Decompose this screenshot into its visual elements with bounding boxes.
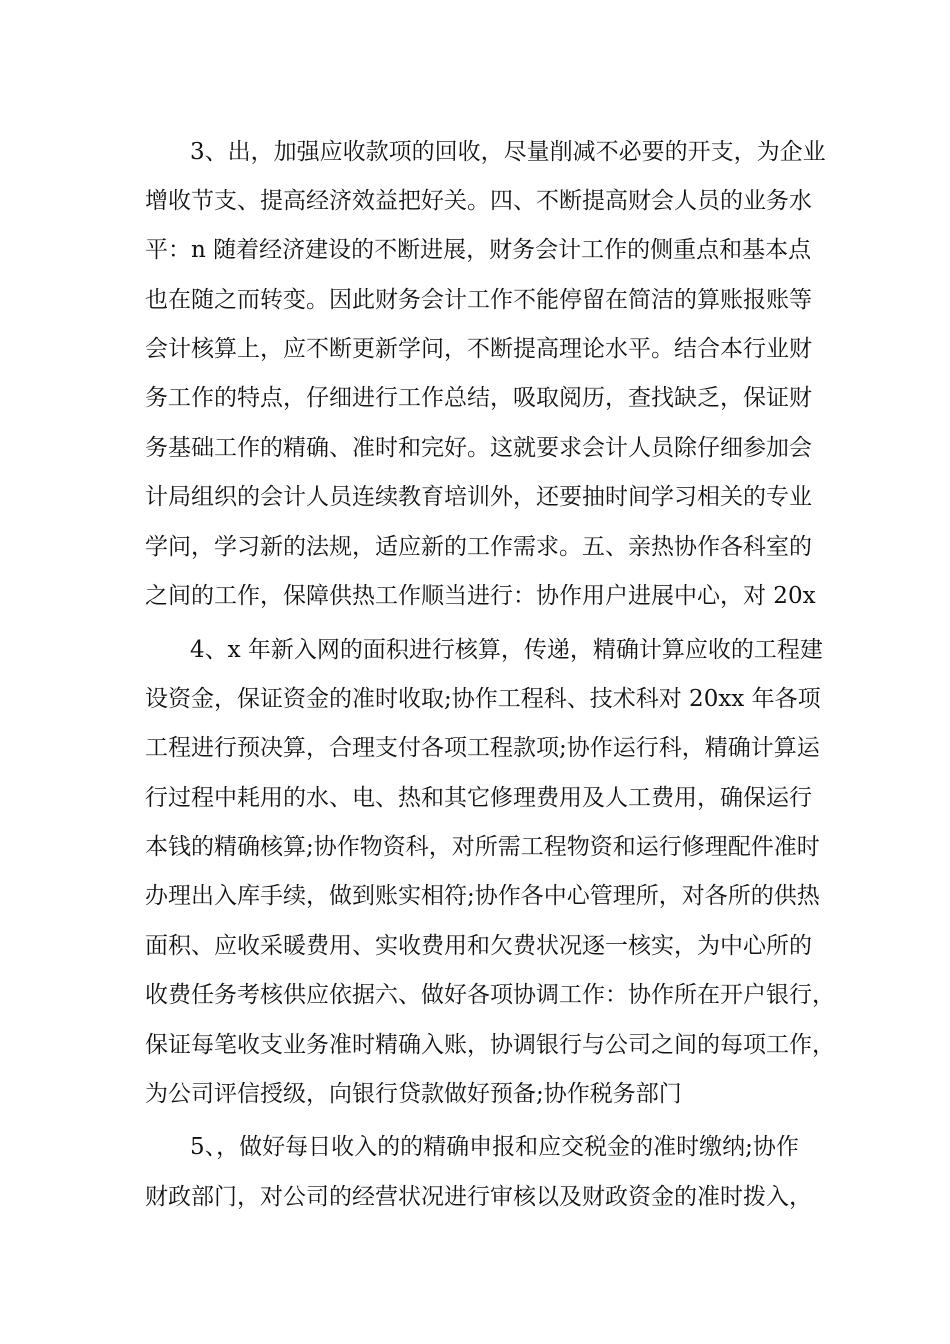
paragraph-4-line-8: 收费任务考核供应依据六、做好各项协调工作：协作所在开户银行， <box>145 982 835 1008</box>
paragraph-3-line-9: 学问，学习新的法规，适应新的工作需求。五、亲热协作各科室的 <box>145 534 812 560</box>
paragraph-4-line-5: 本钱的精确核算;协作物资科，对所需工程物资和运行修理配件准时 <box>145 834 820 860</box>
paragraph-3-line-2: 增收节支、提高经济效益把好关。四、不断提高财会人员的业务水 <box>145 188 812 214</box>
paragraph-5-line-1: 5、，做好每日收入的的精确申报和应交税金的准时缴纳;协作 <box>190 1134 799 1160</box>
paragraph-3-line-1: 3、出，加强应收款项的回收，尽量削减不必要的开支，为企业 <box>190 139 826 165</box>
paragraph-4-line-9: 保证每笔收支业务准时精确入账，协调银行与公司之间的每项工作， <box>145 1032 835 1058</box>
paragraph-4-line-10: 为公司评信授级，向银行贷款做好预备;协作税务部门 <box>145 1081 682 1107</box>
paragraph-4-line-6: 办理出入库手续，做到账实相符;协作各中心管理所，对各所的供热 <box>145 883 820 909</box>
paragraph-3-line-6: 务工作的特点，仔细进行工作总结，吸取阅历，查找缺乏，保证财 <box>145 385 812 411</box>
paragraph-3-line-4: 也在随之而转变。因此财务会计工作不能停留在简洁的算账报账等 <box>145 287 812 313</box>
paragraph-3-line-3: 平：n 随着经济建设的不断进展，财务会计工作的侧重点和基本点 <box>145 237 812 263</box>
paragraph-4-line-7: 面积、应收采暖费用、实收费用和欠费状况逐一核实，为中心所的 <box>145 933 812 959</box>
paragraph-3-line-10: 之间的工作，保障供热工作顺当进行：协作用户进展中心，对 20x <box>145 583 816 609</box>
paragraph-4-line-3: 工程进行预决算，合理支付各项工程款项;协作运行科，精确计算运 <box>145 735 820 761</box>
paragraph-3-line-7: 务基础工作的精确、准时和完好。这就要求会计人员除仔细参加会 <box>145 435 812 461</box>
paragraph-3-line-5: 会计核算上，应不断更新学问，不断提高理论水平。结合本行业财 <box>145 336 812 362</box>
paragraph-3-line-8: 计局组织的会计人员连续教育培训外，还要抽时间学习相关的专业 <box>145 484 812 510</box>
paragraph-4-line-2: 设资金，保证资金的准时收取;协作工程科、技术科对 20xx 年各项 <box>145 686 821 712</box>
paragraph-5-line-2: 财政部门，对公司的经营状况进行审核以及财政资金的准时拨入， <box>145 1184 812 1210</box>
paragraph-4-line-4: 行过程中耗用的水、电、热和其它修理费用及人工费用，确保运行 <box>145 785 812 811</box>
paragraph-4-line-1: 4、x 年新入网的面积进行核算，传递，精确计算应收的工程建 <box>190 637 823 663</box>
